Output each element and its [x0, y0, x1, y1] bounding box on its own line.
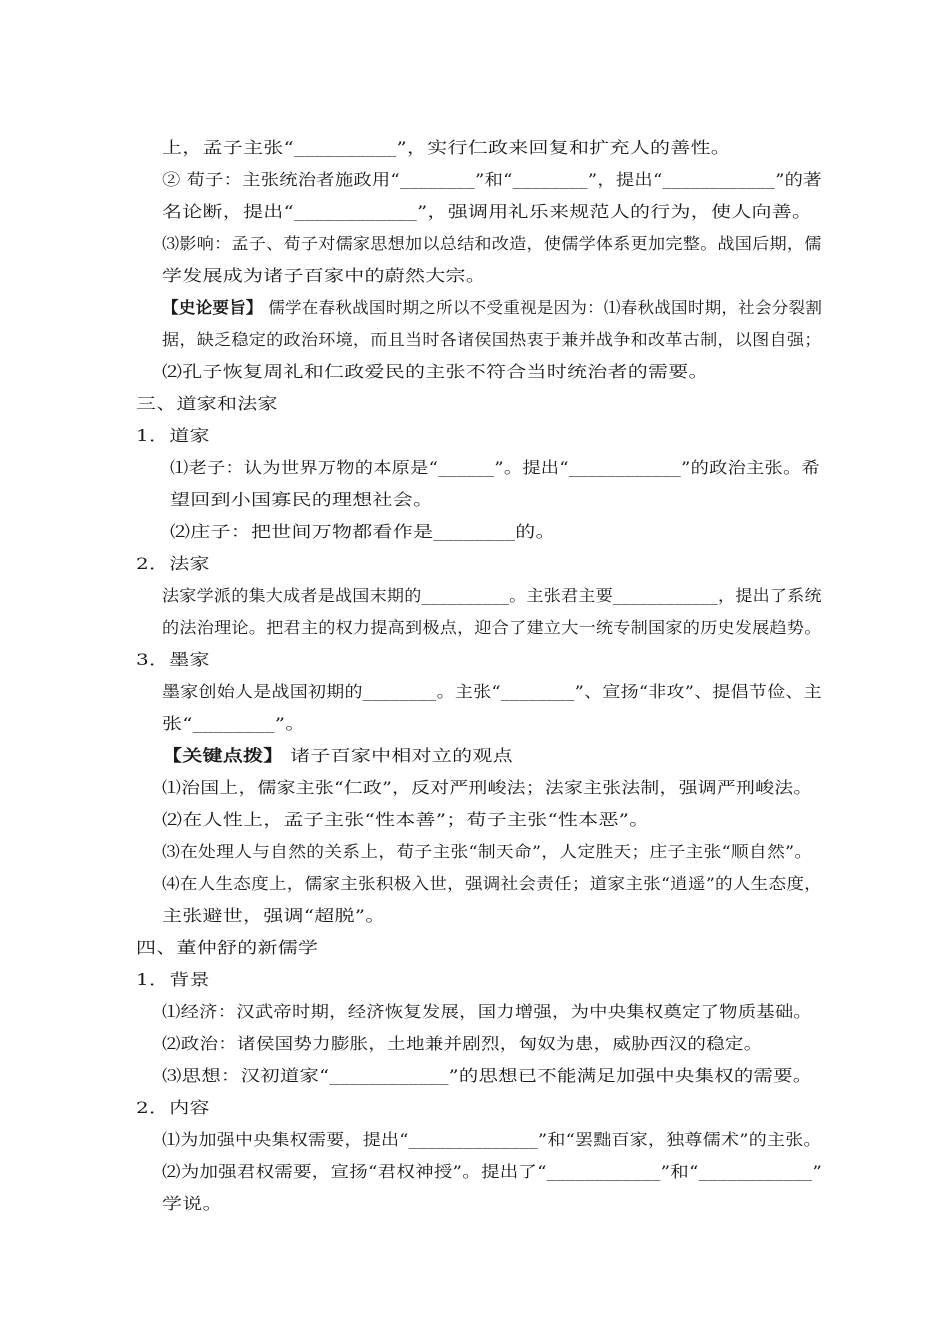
- text-line: 上，孟子主张“__________”，实行仁政来回复和扩充人的善性。: [162, 138, 731, 157]
- text-line: ⑵孔子恢复周礼和仁政爱民的主张不符合当时统治者的需要。: [162, 362, 709, 381]
- text-line: 的法治理论。把君主的权力提高到极点，迎合了建立大一统专制国家的历史发展趋势。: [162, 618, 822, 637]
- text-line: 据，缺乏稳定的政治环境，而且当时各诸侯国热衷于兼并战争和改革古制，以图自强；: [162, 330, 822, 349]
- text-span: 诸子百家中相对立的观点: [290, 746, 513, 765]
- text-line: ⑴治国上，儒家主张“仁政”，反对严刑峻法；法家主张法制，强调严刑峻法。: [162, 778, 813, 797]
- key-point-heading-line: [162, 745, 513, 767]
- section-heading: 四、董仲舒的新儒学: [136, 938, 319, 957]
- text-span: 儒学在春秋战国时期之所以不受重视是因为：⑴春秋战国时期，社会分裂割: [268, 298, 823, 317]
- subsection-heading: 1．道家: [136, 426, 210, 445]
- subsection-heading: 3．墨家: [136, 650, 210, 669]
- subsection-heading: 2．法家: [136, 554, 210, 573]
- text-line: ⑴老子：认为世界万物的本原是“______”。提出“____________”的政治主张。希: [170, 458, 820, 477]
- text-line: 主张避世，强调“超脱”。: [162, 906, 386, 925]
- text-line: ⑵为加强君权需要，宣扬“君权神授”。提出了“____________”和“____________”: [162, 1162, 823, 1181]
- text-line: ⑴为加强中央集权需要，提出“______________”和“罢黜百家，独尊儒术”的主张。: [162, 1130, 822, 1149]
- key-point-paragraph-line: [162, 297, 822, 319]
- subsection-heading: 1．背景: [136, 970, 210, 989]
- text-line: ⑵政治：诸侯国势力膨胀，土地兼并剧烈，匈奴为患，威胁西汉的稳定。: [162, 1034, 763, 1053]
- text-line: ⑶思想：汉初道家“____________”的思想已不能满足加强中央集权的需要。: [162, 1066, 813, 1085]
- text-line: ⑵庄子：把世间万物都看作是________的。: [170, 522, 556, 541]
- text-line: ⑴经济：汉武帝时期，经济恢复发展，国力增强，为中央集权奠定了物质基础。: [162, 1002, 813, 1021]
- text-line: 学说。: [162, 1194, 223, 1213]
- text-line: ⑵在人性上，孟子主张“性本善”；荀子主张“性本恶”。: [162, 810, 650, 829]
- text-line: 张“________”。: [162, 714, 306, 733]
- text-line: 望回到小国寡民的理想社会。: [170, 490, 434, 509]
- guanjian-label: 【关键点拨】: [162, 746, 284, 765]
- subsection-heading: 2．内容: [136, 1098, 210, 1117]
- shilun-label: 【史论要旨】: [162, 298, 263, 317]
- text-line: ⑶在处理人与自然的关系上，荀子主张“制天命”，人定胜天；庄子主张“顺自然”。: [162, 842, 813, 861]
- text-line: 名论断，提出“____________”，强调用礼乐来规范人的行为，使人向善。: [162, 202, 813, 221]
- text-line: 法家学派的集大成者是战国末期的__________。主张君主要____________，提出了系统: [162, 586, 822, 605]
- section-heading: 三、道家和法家: [136, 394, 278, 413]
- text-line: 学发展成为诸子百家中的蔚然大宗。: [162, 266, 487, 285]
- text-line: ⑷在人生态度上，儒家主张积极入世，强调社会责任；道家主张“逍遥”的人生态度，: [162, 874, 822, 893]
- text-line: ⑶影响：孟子、荀子对儒家思想加以总结和改造，使儒学体系更加完整。战国后期，儒: [162, 234, 822, 253]
- text-line: ② 荀子：主张统治者施政用“________”和“________”，提出“____________”的著: [162, 170, 822, 189]
- text-line: 墨家创始人是战国初期的________。主张“________”、宣扬“非攻”、提倡节俭、主: [162, 682, 822, 701]
